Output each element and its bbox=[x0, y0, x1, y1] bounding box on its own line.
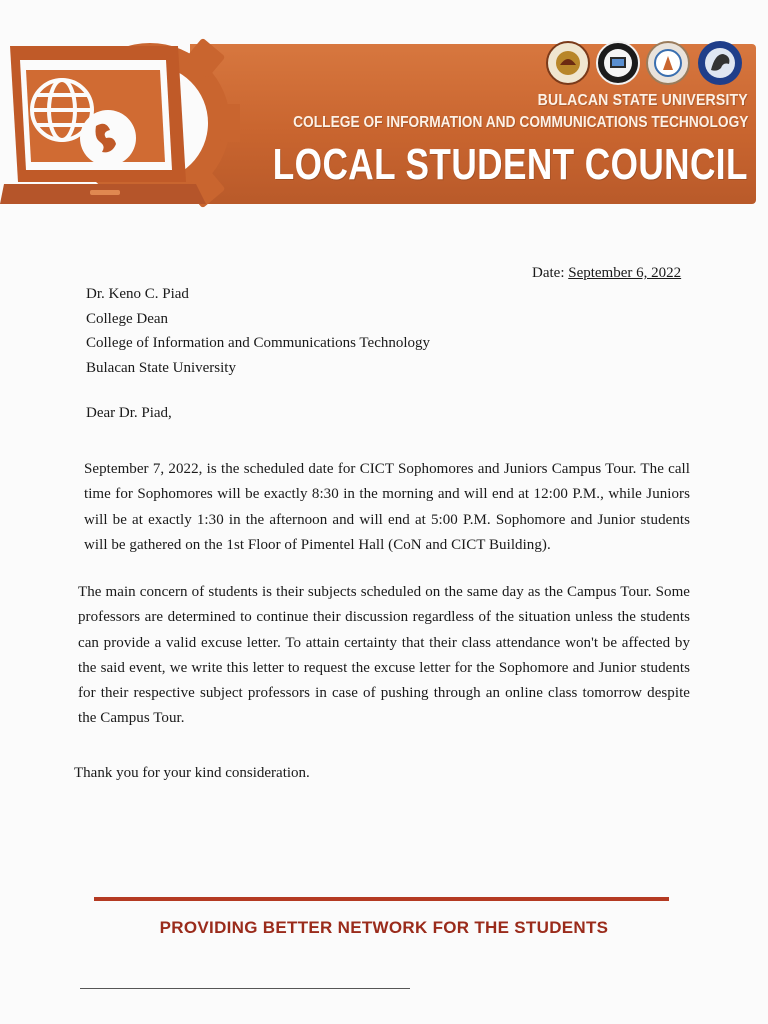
letter-date bbox=[532, 262, 681, 285]
recipient-college: College of Information and Communications Technology bbox=[86, 335, 431, 351]
student-council-seal-icon bbox=[645, 40, 691, 86]
header-banner bbox=[0, 34, 768, 212]
cict-mascot-seal-icon bbox=[697, 40, 743, 86]
date-label: Date: bbox=[532, 265, 565, 281]
body-paragraph-2: The main concern of students is their subjects scheduled on the same day as the Campus Tour. Some professors are determined to continue their discussion regardless of the situation unless the students can provide a valid excuse letter. To attain certainty that their class attendance won't be affected by the said event, we write this letter to request the excuse letter for the Sophomore and Junior students for their respective subject professors in case of pushing through an online class tomorrow despite the Campus Tour. bbox=[78, 584, 690, 727]
university-name: BULACAN STATE UNIVERSITY bbox=[537, 92, 748, 109]
cict-seal-icon bbox=[595, 40, 641, 86]
date-value: September 6, 2022 bbox=[568, 265, 682, 281]
recipient-title: College Dean bbox=[86, 310, 169, 327]
bulsu-seal-icon bbox=[545, 40, 591, 86]
council-name: LOCAL STUDENT COUNCIL bbox=[272, 140, 748, 189]
footer-tagline: PROVIDING BETTER NETWORK FOR THE STUDENTS bbox=[159, 918, 609, 937]
recipient-name: Dr. Keno C. Piad bbox=[86, 286, 189, 302]
recipient-address bbox=[86, 282, 430, 380]
salutation: Dear Dr. Piad, bbox=[86, 405, 172, 421]
recipient-university: Bulacan State University bbox=[86, 359, 236, 376]
body-paragraph-1: September 7, 2022, is the scheduled date for CICT Sophomores and Juniors Campus Tour. The call time for Sophomores will be exactly 8:30 in the morning and will end at 12:00 P.M., while Juniors will be at exactly 1:30 in the afternoon and will end at 5:00 P.M. Sophomore and Junior students will be gathered on the 1st Floor of Pimentel Hall (CoN and CICT Building). bbox=[84, 461, 690, 553]
footer-rule bbox=[94, 897, 669, 901]
closing-line: Thank you for your kind consideration. bbox=[74, 765, 310, 781]
college-name: COLLEGE OF INFORMATION AND COMMUNICATIONS TECHNOLOGY bbox=[292, 114, 748, 131]
page-edge-line bbox=[80, 988, 410, 989]
laptop-globe-gear-icon bbox=[0, 34, 240, 212]
